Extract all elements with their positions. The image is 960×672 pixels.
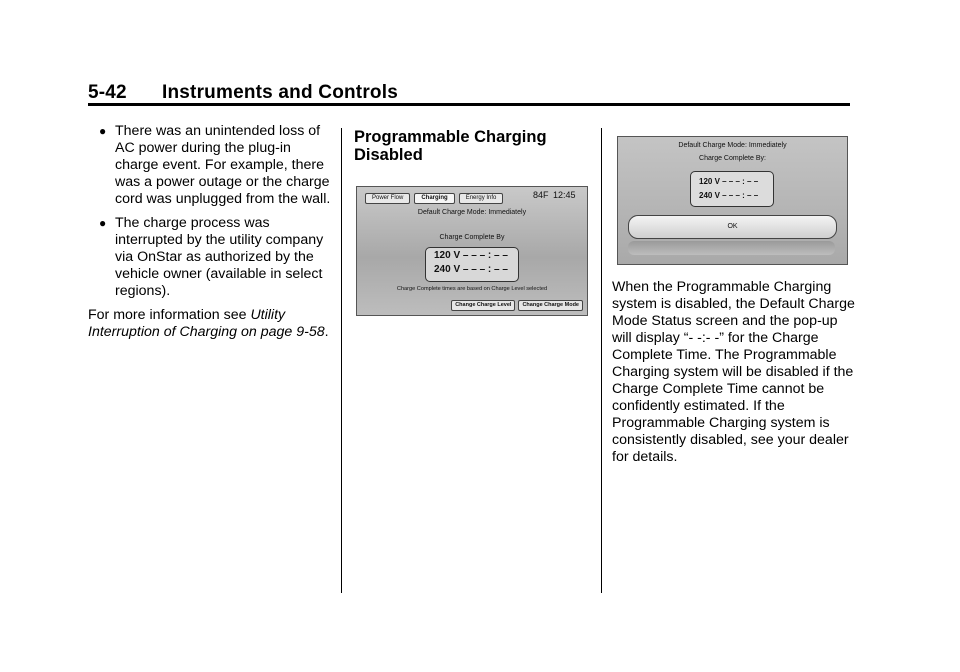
charging-status-screen: [356, 186, 588, 316]
more-info-suffix: .: [324, 324, 329, 340]
bullet-text: There was an unintended loss of AC power during the plug-in charge event. For example, there was a power outage or the charge cord was unplugged from the wall.: [115, 123, 331, 207]
clock-time: 12:45: [553, 190, 576, 200]
charging-popup-screen: [617, 136, 848, 265]
bullet-icon: ●: [99, 216, 107, 230]
middle-column: [354, 128, 594, 164]
column-divider-left: [341, 128, 342, 593]
popup-charge-time-120v: 120 V – – – : – –: [699, 177, 759, 186]
ok-button[interactable]: OK: [628, 215, 837, 239]
cross-reference-link[interactable]: Utility Interruption of Charging on page 9-58: [88, 307, 325, 340]
page-header: [88, 82, 398, 104]
right-column: [612, 279, 857, 466]
charge-level-note: Charge Complete times are based on Charge Level selected: [396, 286, 548, 292]
header-rule: [88, 103, 850, 106]
screen-buttons: [451, 300, 583, 311]
change-charge-level-button[interactable]: Change Charge Level: [451, 300, 515, 311]
tab-energy-info[interactable]: Energy Info: [459, 193, 504, 204]
popup-default-charge-mode: Default Charge Mode: Immediately: [678, 142, 787, 149]
popup-charge-time-240v: 240 V – – – : – –: [699, 191, 759, 200]
left-column: [88, 123, 333, 341]
change-charge-mode-button[interactable]: Change Charge Mode: [518, 300, 583, 311]
section-title: [354, 128, 594, 164]
default-charge-mode: Default Charge Mode: Immediately: [417, 209, 527, 216]
charge-time-120v: 120 V – – – : – –: [434, 250, 508, 261]
bullet-icon: ●: [99, 124, 107, 138]
charge-complete-by-label: Charge Complete By: [439, 234, 505, 241]
charge-time-240v: 240 V – – – : – –: [434, 264, 508, 275]
popup-charge-complete-box: [690, 171, 774, 207]
section-title-line1: Programmable Charging: [354, 128, 547, 146]
screen-tab-bar: [365, 193, 503, 204]
popup-bottom-strip: [628, 241, 835, 255]
bullet-text: The charge process was interrupted by the utility company via OnStar as authorized by the vehicle owner (available in select regions).: [115, 215, 324, 299]
tab-charging[interactable]: Charging: [414, 193, 454, 204]
chapter-title: Instruments and Controls: [162, 82, 398, 103]
more-info-prefix: For more information see: [88, 307, 251, 323]
tab-power-flow[interactable]: Power Flow: [365, 193, 410, 204]
page-number: 5-42: [88, 82, 127, 103]
outside-temperature: 84F: [533, 190, 549, 200]
bullet-item: [88, 215, 333, 300]
section-title-line2: Disabled: [354, 146, 423, 164]
bullet-item: [88, 123, 333, 208]
more-info-paragraph: [88, 307, 333, 341]
description-paragraph: When the Programmable Charging system is disabled, the Default Charge Mode Status screen and the pop-up will display “- -:- -” for the Charge Complete Time. The Programmable Charging system will be disabled if the Charge Complete Time cannot be confidently estimated. If the Programmable Charging system is consistently disabled, see your dealer for details.: [612, 279, 855, 465]
charge-complete-box: [425, 247, 519, 282]
column-divider-right: [601, 128, 602, 593]
popup-charge-complete-by-label: Charge Complete By:: [699, 155, 766, 162]
